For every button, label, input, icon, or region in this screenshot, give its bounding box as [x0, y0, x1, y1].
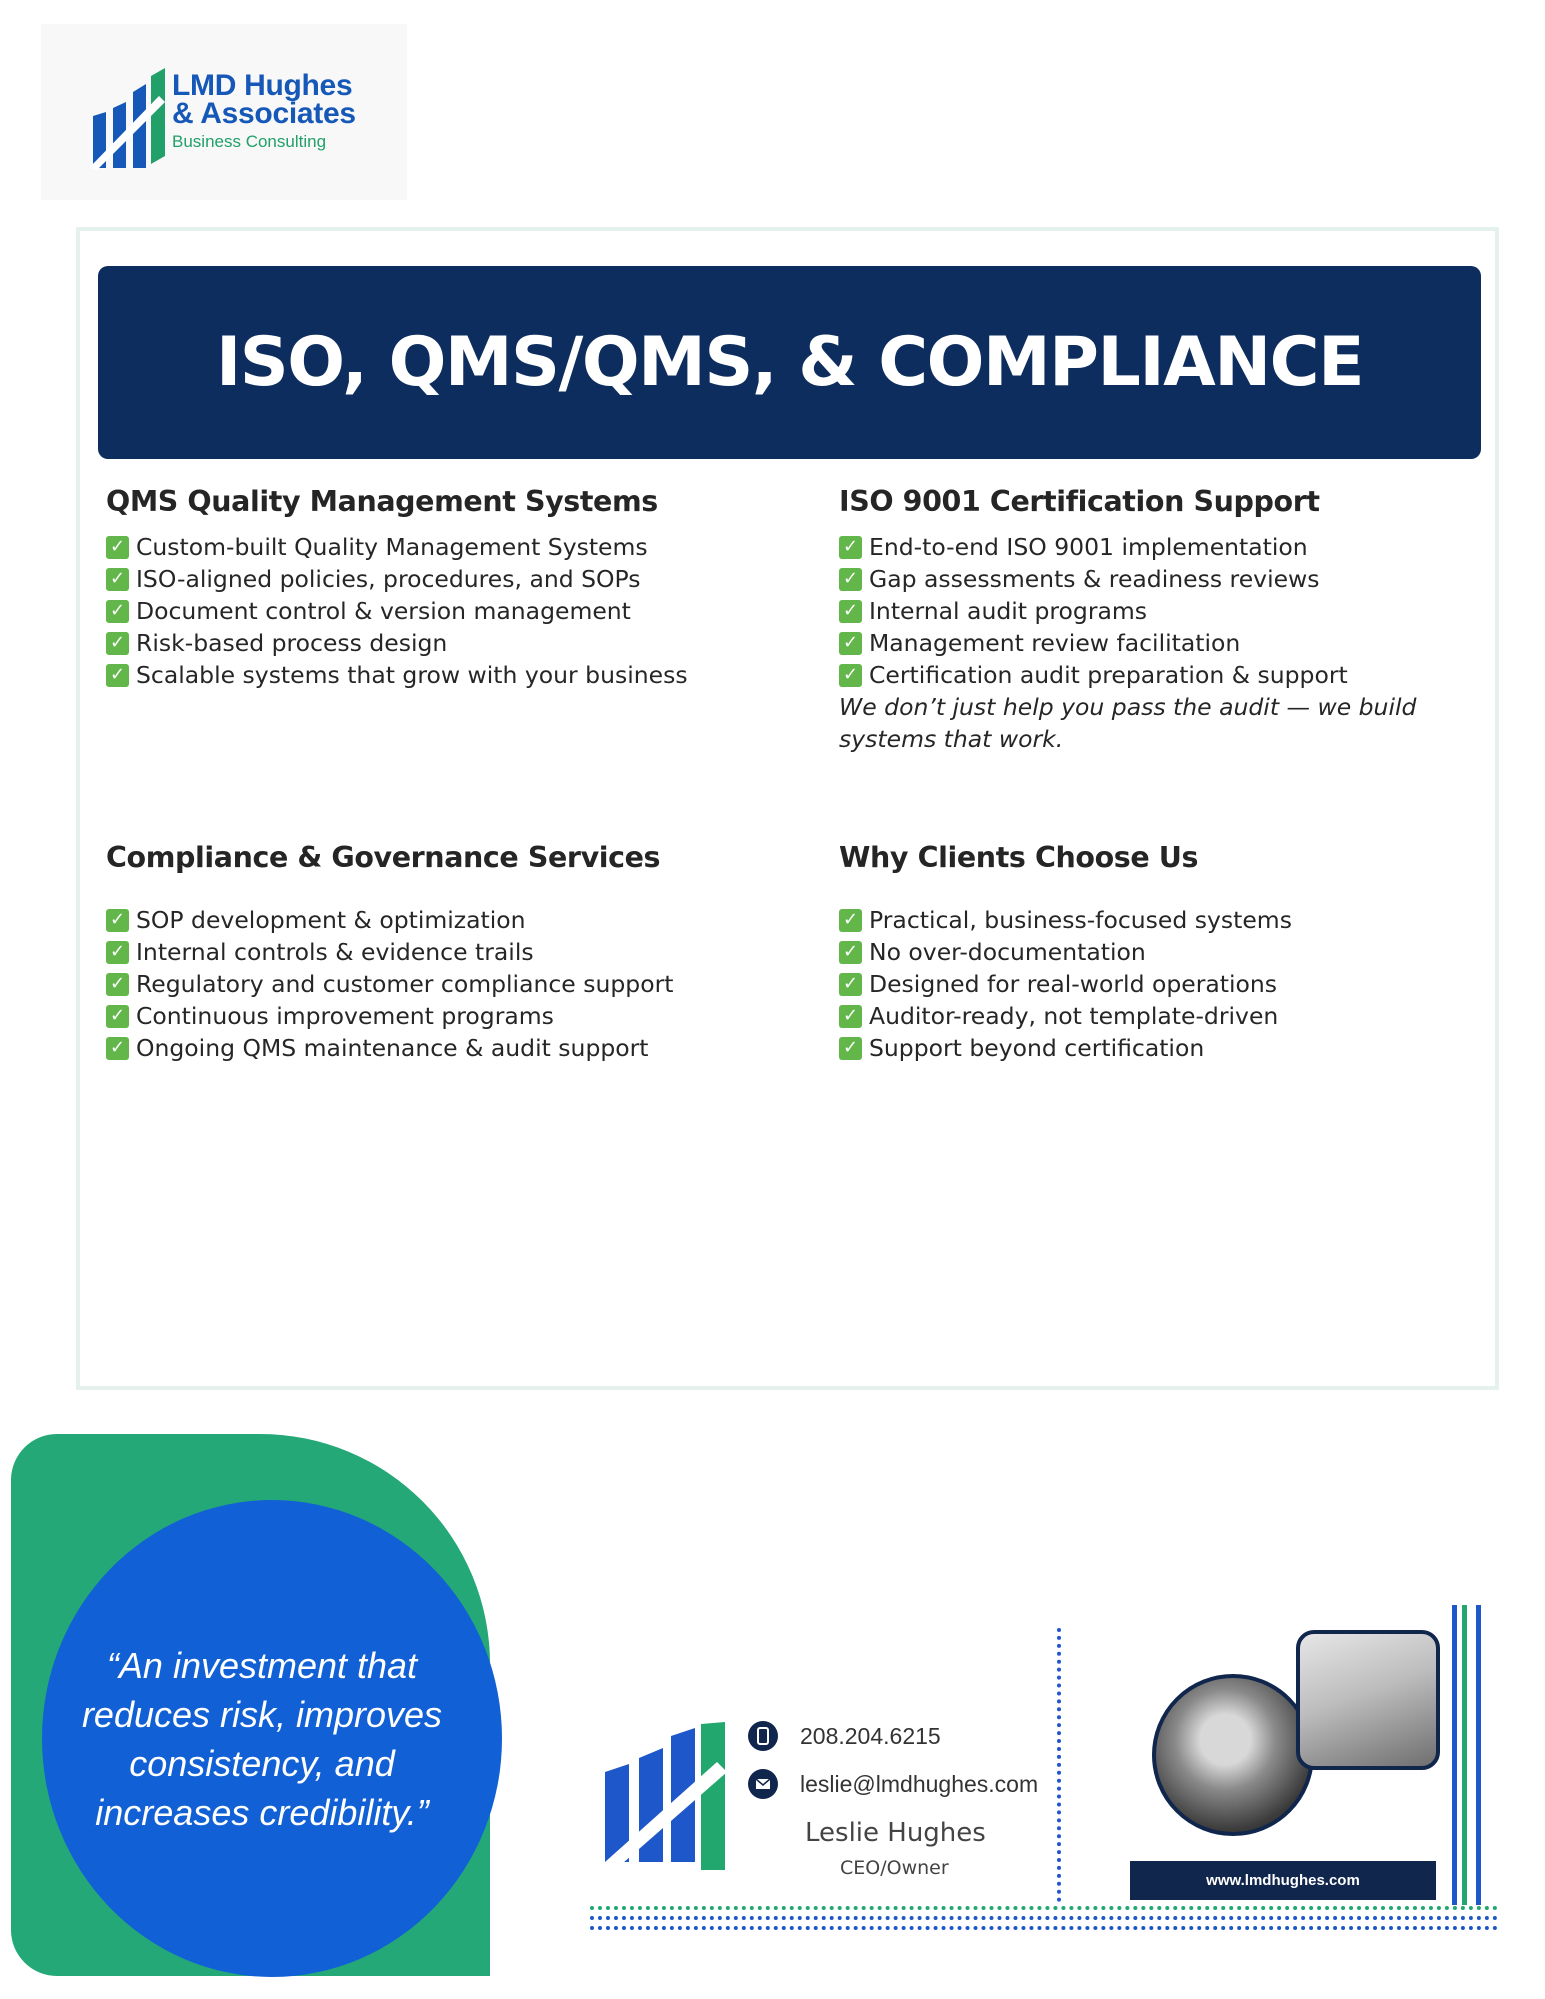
list-item	[839, 936, 1479, 968]
checkmark-icon: ✓	[106, 536, 129, 559]
list-item-text: Gap assessments & readiness reviews	[869, 565, 1320, 593]
list-item	[839, 1000, 1479, 1032]
list-item-text: Certification audit preparation & support	[869, 661, 1348, 689]
list-item-text: Risk-based process design	[136, 629, 448, 657]
card-logo-icon	[605, 1722, 730, 1870]
logo-name-line2: & Associates	[172, 97, 356, 130]
list-item-text: Auditor-ready, not template-driven	[869, 1002, 1279, 1030]
page-title: ISO, QMS/QMS, & COMPLIANCE	[215, 323, 1364, 402]
section-title: QMS Quality Management Systems	[106, 485, 658, 518]
checkmark-icon: ✓	[106, 1005, 129, 1028]
profile-photo	[1296, 1630, 1440, 1770]
company-logo	[41, 24, 407, 200]
divider	[1057, 1628, 1061, 1902]
list-item-text: Designed for real-world operations	[869, 970, 1278, 998]
list-item	[839, 531, 1479, 563]
website-link[interactable]: www.lmdhughes.com	[1206, 1872, 1360, 1889]
title-banner	[98, 266, 1481, 459]
list-item	[106, 904, 746, 936]
list-item	[106, 1032, 746, 1064]
email-address[interactable]: leslie@lmdhughes.com	[800, 1770, 1039, 1797]
list-item-text: Internal audit programs	[869, 597, 1148, 625]
section-title: Why Clients Choose Us	[839, 841, 1199, 874]
list-item	[839, 595, 1479, 627]
list-item	[106, 1000, 746, 1032]
divider	[590, 1926, 1498, 1930]
list-item	[839, 659, 1479, 691]
checkmark-icon: ✓	[106, 600, 129, 623]
checkmark-icon: ✓	[839, 664, 862, 687]
checkmark-icon: ✓	[839, 632, 862, 655]
checkmark-icon: ✓	[106, 909, 129, 932]
contact-email[interactable]	[748, 1769, 1038, 1799]
checkmark-icon: ✓	[839, 973, 862, 996]
list-item-text: Management review facilitation	[869, 629, 1241, 657]
section-why-us	[839, 841, 1479, 1064]
list-item	[106, 627, 746, 659]
phone-number[interactable]: 208.204.6215	[800, 1722, 941, 1749]
quote-circle	[42, 1500, 502, 1977]
checkmark-icon: ✓	[106, 568, 129, 591]
list-item	[106, 968, 746, 1000]
list-item-text: Custom-built Quality Management Systems	[136, 533, 648, 561]
list-item-text: ISO-aligned policies, procedures, and SOPs	[136, 565, 641, 593]
list-item-text: Ongoing QMS maintenance & audit support	[136, 1034, 649, 1062]
checkmark-icon: ✓	[839, 1037, 862, 1060]
list-item-text: No over-documentation	[869, 938, 1146, 966]
website-bar[interactable]	[1130, 1861, 1436, 1900]
list-item-text: Regulatory and customer compliance support	[136, 970, 674, 998]
testimonial-quote: “An investment that reduces risk, improves consistency, and increases credibility.”	[81, 1644, 443, 1833]
list-item-text: Document control & version management	[136, 597, 631, 625]
email-icon	[748, 1769, 778, 1799]
dog-photo	[1152, 1674, 1314, 1836]
phone-icon	[748, 1721, 778, 1751]
checkmark-icon: ✓	[106, 632, 129, 655]
checkmark-icon: ✓	[839, 941, 862, 964]
section-qms	[106, 485, 746, 691]
list-item-text: Internal controls & evidence trails	[136, 938, 534, 966]
checkmark-icon: ✓	[839, 536, 862, 559]
list-item	[106, 563, 746, 595]
list-item	[839, 1032, 1479, 1064]
contact-name: Leslie Hughes	[805, 1818, 986, 1848]
list-item	[839, 563, 1479, 595]
checkmark-icon: ✓	[839, 909, 862, 932]
logo-bars-icon	[89, 68, 169, 170]
list-item	[839, 904, 1479, 936]
services-panel	[76, 227, 1499, 1390]
contact-phone[interactable]	[748, 1721, 941, 1751]
list-item-text: Support beyond certification	[869, 1034, 1205, 1062]
list-item	[839, 968, 1479, 1000]
section-compliance	[106, 841, 746, 1064]
checkmark-icon: ✓	[106, 1037, 129, 1060]
list-item	[106, 595, 746, 627]
checkmark-icon: ✓	[106, 973, 129, 996]
checkmark-icon: ✓	[106, 941, 129, 964]
list-item	[106, 531, 746, 563]
checkmark-icon: ✓	[839, 568, 862, 591]
contact-role: CEO/Owner	[840, 1857, 949, 1879]
divider	[590, 1916, 1498, 1920]
list-item	[106, 936, 746, 968]
list-item	[839, 627, 1479, 659]
checkmark-icon: ✓	[106, 664, 129, 687]
list-item-text: Practical, business-focused systems	[869, 906, 1292, 934]
logo-name-line1: LMD Hughes	[172, 69, 353, 102]
section-note: We don’t just help you pass the audit — we build systems that work.	[839, 693, 1417, 753]
accent-stripe	[1476, 1605, 1481, 1905]
list-item-text: Scalable systems that grow with your business	[136, 661, 688, 689]
section-title: ISO 9001 Certification Support	[839, 485, 1320, 518]
accent-stripe	[1462, 1605, 1467, 1905]
accent-stripe	[1452, 1605, 1457, 1905]
divider	[590, 1906, 1498, 1910]
list-item-text: SOP development & optimization	[136, 906, 526, 934]
logo-tagline: Business Consulting	[172, 132, 327, 151]
list-item-text: End-to-end ISO 9001 implementation	[869, 533, 1308, 561]
list-item	[106, 659, 746, 691]
section-title: Compliance & Governance Services	[106, 841, 661, 874]
checkmark-icon: ✓	[839, 1005, 862, 1028]
list-item-text: Continuous improvement programs	[136, 1002, 554, 1030]
section-iso-9001	[839, 485, 1479, 755]
checkmark-icon: ✓	[839, 600, 862, 623]
